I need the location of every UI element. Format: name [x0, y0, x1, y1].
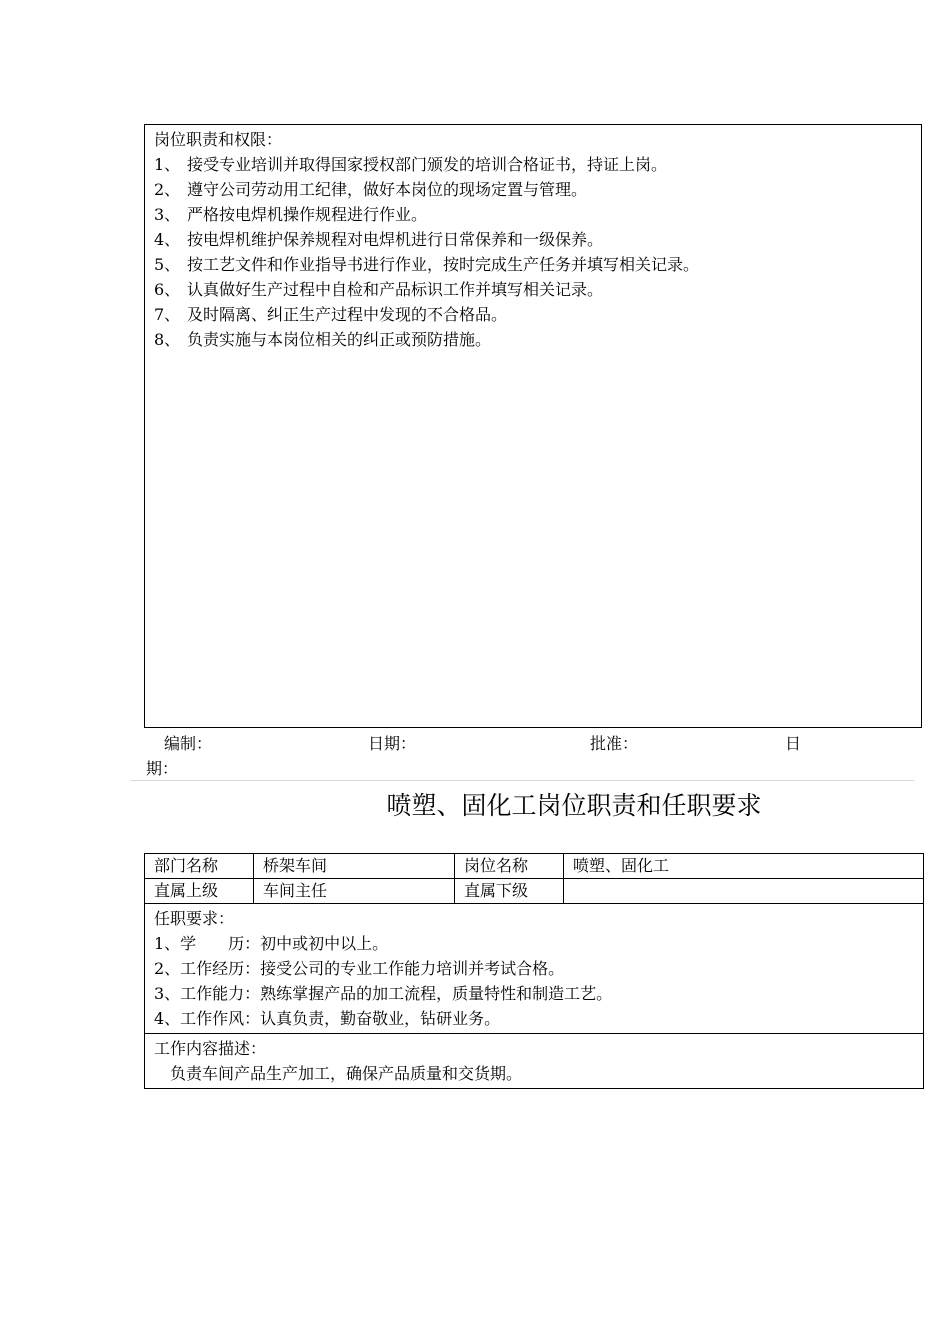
dept-value: 桥架车间: [254, 854, 455, 879]
requirements-cell: [145, 904, 924, 1034]
date-label: 日期：: [368, 734, 417, 753]
requirements-heading: 任职要求：: [154, 909, 235, 928]
duty-item-2: [154, 177, 912, 202]
table-row: [145, 879, 924, 904]
description-heading: 工作内容描述：: [154, 1039, 267, 1058]
duty-item-1: [154, 152, 912, 177]
requirement-item: 4、工作作风：认真负责，勤奋敬业，钻研业务。: [154, 1009, 501, 1028]
duty-item-6: [154, 277, 912, 302]
duty-num: 7、: [154, 305, 181, 324]
prepared-by-label: 编制：: [164, 734, 213, 753]
duty-text: 及时隔离、纠正生产过程中发现的不合格品。: [187, 305, 508, 324]
duty-num: 2、: [154, 180, 181, 199]
requirement-item: 3、工作能力：熟练掌握产品的加工流程，质量特性和制造工艺。: [154, 984, 613, 1003]
requirement-item: 2、工作经历：接受公司的专业工作能力培训并考试合格。: [154, 959, 565, 978]
section-divider: [130, 780, 914, 781]
description-cell: [145, 1034, 924, 1089]
date2-label-part2: 期：: [146, 759, 179, 778]
duty-item-4: [154, 227, 912, 252]
duty-text: 严格按电焊机操作规程进行作业。: [187, 205, 428, 224]
duties-box: [144, 124, 922, 728]
table-row: [145, 904, 924, 1034]
duty-num: 3、: [154, 205, 181, 224]
duty-num: 4、: [154, 230, 181, 249]
duty-num: 5、: [154, 255, 181, 274]
description-text: 负责车间产品生产加工，确保产品质量和交货期。: [170, 1064, 523, 1083]
approved-by-label: 批准：: [590, 734, 639, 753]
subordinate-label: 直属下级: [455, 879, 564, 904]
duty-item-3: [154, 202, 912, 227]
duty-num: 6、: [154, 280, 181, 299]
duty-num: 1、: [154, 155, 181, 174]
signature-row: [164, 731, 801, 756]
superior-label: 直属上级: [145, 879, 254, 904]
date2-label-part1: 日: [785, 734, 802, 753]
duty-item-8: [154, 327, 912, 352]
table-row: [145, 854, 924, 879]
duty-item-5: [154, 252, 912, 277]
page-title: 喷塑、固化工岗位职责和任职要求: [386, 791, 762, 820]
duty-num: 8、: [154, 330, 181, 349]
post-label: 岗位名称: [455, 854, 564, 879]
subordinate-value: [564, 879, 924, 904]
superior-value: 车间主任: [254, 879, 455, 904]
duty-text: 接受专业培训并取得国家授权部门颁发的培训合格证书，持证上岗。: [187, 155, 668, 174]
table-row: [145, 1034, 924, 1089]
requirement-item: 1、学 历：初中或初中以上。: [154, 934, 389, 953]
duty-text: 按电焊机维护保养规程对电焊机进行日常保养和一级保养。: [187, 230, 604, 249]
duties-heading: 岗位职责和权限：: [154, 130, 283, 149]
dept-label: 部门名称: [145, 854, 254, 879]
post-value: 喷塑、固化工: [564, 854, 924, 879]
duty-text: 按工艺文件和作业指导书进行作业，按时完成生产任务并填写相关记录。: [187, 255, 700, 274]
job-info-table: [144, 853, 924, 1089]
duty-text: 遵守公司劳动用工纪律，做好本岗位的现场定置与管理。: [187, 180, 588, 199]
duty-item-7: [154, 302, 912, 327]
duty-text: 认真做好生产过程中自检和产品标识工作并填写相关记录。: [187, 280, 604, 299]
duty-text: 负责实施与本岗位相关的纠正或预防措施。: [187, 330, 492, 349]
